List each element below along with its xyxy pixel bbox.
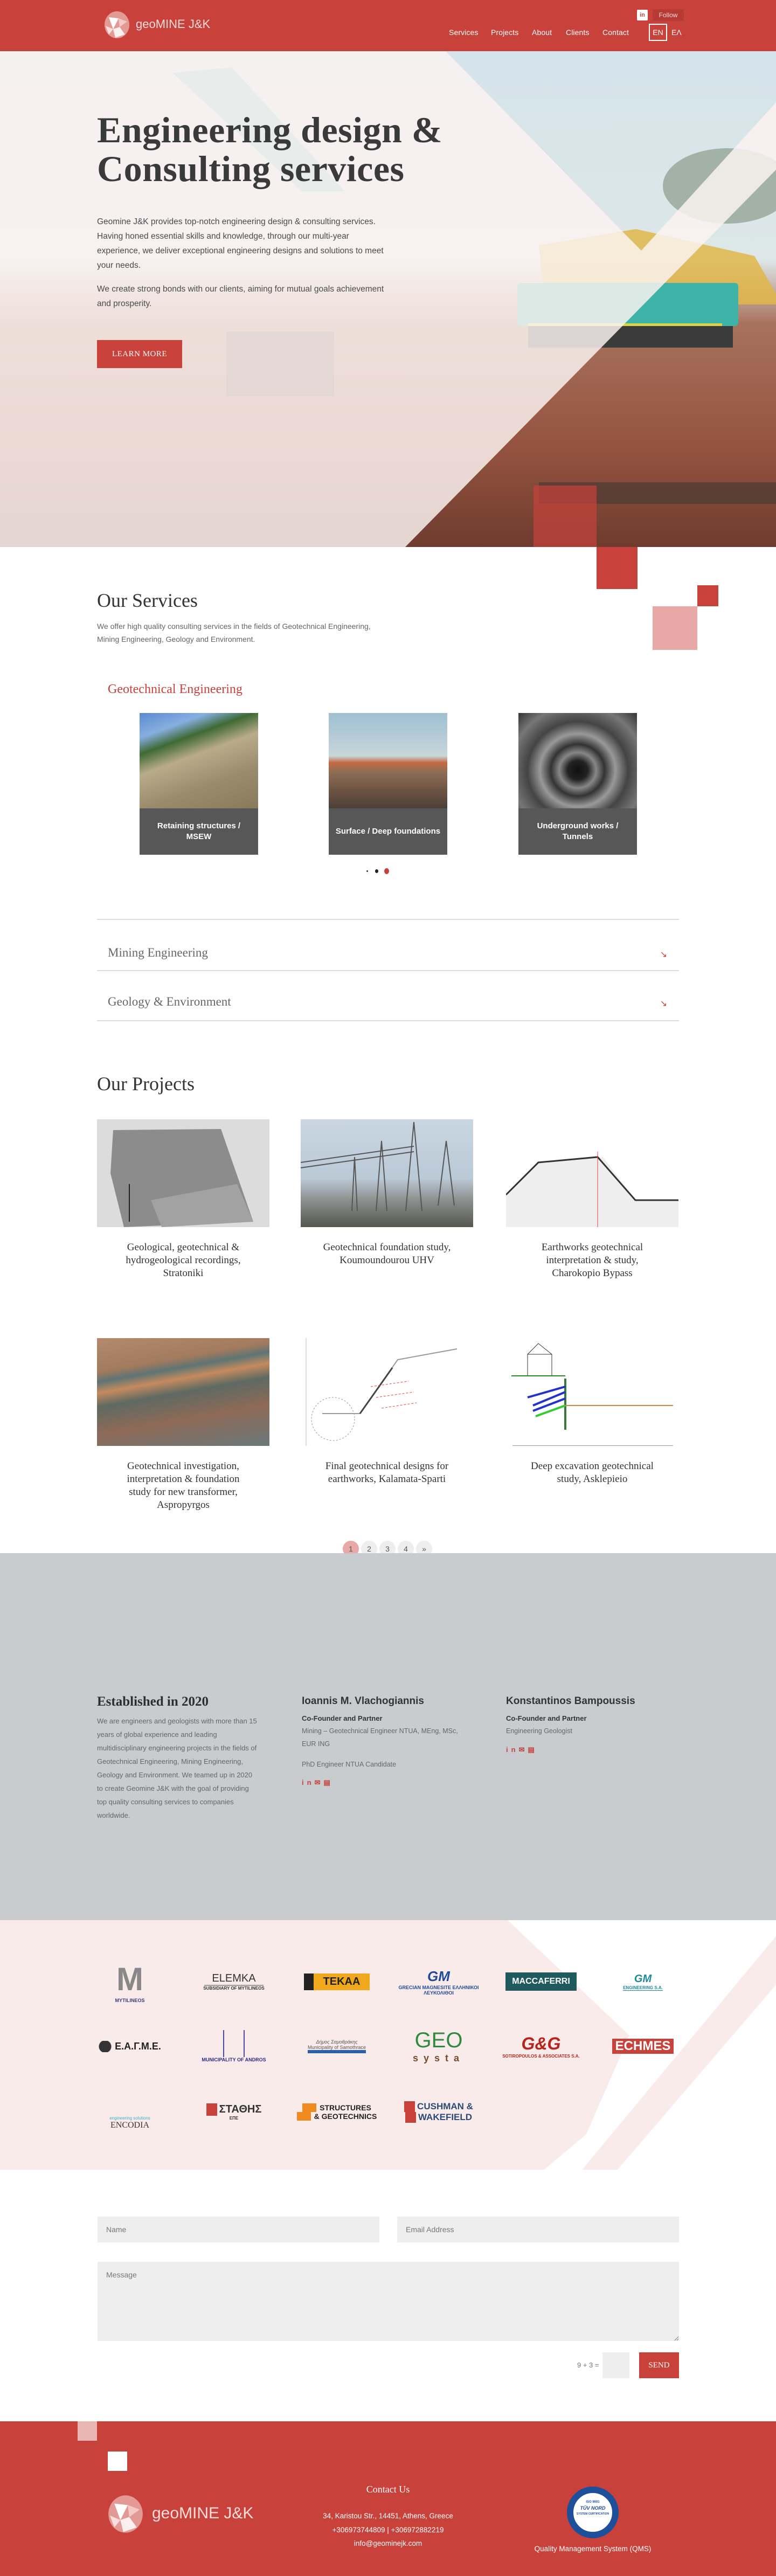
service-card-label: Retaining structures / MSEW	[140, 808, 258, 855]
cv-document-icon[interactable]: ▤	[323, 1778, 334, 1786]
captcha-input[interactable]	[602, 2352, 629, 2378]
drawing-image	[506, 1119, 678, 1227]
person-social	[506, 1746, 538, 1754]
client-logo-main: G&G	[521, 2034, 561, 2053]
accordion-mining[interactable]	[97, 920, 679, 971]
client-logo-main: CUSHMAN &	[404, 2101, 473, 2112]
captcha-label: 9 + 3 =	[577, 2361, 599, 2369]
service-card[interactable]	[140, 713, 258, 855]
client-logo	[597, 1957, 689, 2006]
client-logo	[188, 1957, 280, 2006]
project-image-kalamata[interactable]	[301, 1338, 473, 1446]
nav-services[interactable]: Services	[449, 28, 479, 37]
service-card[interactable]	[518, 713, 637, 855]
client-logo-main: ENCODIA	[110, 2120, 149, 2130]
client-logo	[495, 1957, 587, 2006]
client-logo	[84, 2088, 176, 2136]
client-logo-sub: systa	[412, 2053, 465, 2063]
carousel-dot-active[interactable]	[384, 868, 389, 874]
badge-top-text: ISO 9001	[586, 2501, 600, 2504]
foundations-image	[329, 713, 447, 808]
client-logo-main: Δήμος Σαμοθράκης	[316, 2039, 358, 2045]
client-logo	[597, 2022, 689, 2071]
arrow-down-right-icon: ↘	[660, 999, 667, 1008]
page-3-button[interactable]: 3	[379, 1541, 396, 1557]
client-logo-main: GEO	[414, 2028, 463, 2052]
person-credentials: Engineering Geologist	[506, 1727, 572, 1735]
linkedin-icon[interactable]: in	[637, 10, 648, 20]
towers-image	[301, 1119, 473, 1227]
service-card[interactable]	[329, 713, 447, 855]
client-logo-sub: SUBSIDIARY OF MYTILINEOS	[203, 1986, 265, 1991]
cv-document-icon[interactable]: ▤	[528, 1746, 538, 1754]
client-logo-main: TEKAA	[304, 1973, 370, 1990]
service-card-label: Underground works / Tunnels	[518, 808, 637, 855]
learn-more-button[interactable]: LEARN MORE	[97, 340, 182, 368]
project-caption[interactable]: Deep excavation geotechnical study, Asklepieio	[531, 1460, 654, 1485]
contact-address: 34, Karistou Str., 14451, Athens, Greece	[323, 2512, 453, 2520]
client-logo-main: ELEMKA	[204, 1972, 263, 1986]
page-2-button[interactable]: 2	[361, 1541, 377, 1557]
accordion-label: Geology & Environment	[108, 995, 231, 1008]
client-logo-main: ECHMES	[612, 2039, 674, 2054]
email-icon[interactable]: ✉	[518, 1746, 528, 1754]
client-logo-sub: Municipality of Samothrace	[308, 2045, 366, 2053]
logo-text: geoMINE J&K	[136, 17, 211, 31]
client-logo-sub: MUNICIPALITY OF ANDROS	[202, 2057, 266, 2062]
model-image	[97, 1119, 269, 1227]
client-logo	[84, 2022, 176, 2071]
next-page-button[interactable]: »	[416, 1541, 432, 1557]
person-role: Co-Founder and Partner	[302, 1714, 383, 1722]
client-logo	[393, 2022, 484, 2071]
project-caption[interactable]: Geological, geotechnical & hydrogeological recordings, Stratoniki	[126, 1242, 241, 1279]
decor-square	[653, 606, 697, 650]
service-category-geotechnical[interactable]: Geotechnical Engineering	[108, 682, 242, 696]
project-image-charokopio[interactable]	[506, 1119, 678, 1227]
project-caption[interactable]: Final geotechnical designs for earthworks, Kalamata-Sparti	[325, 1460, 449, 1485]
logo-mark-icon	[107, 2495, 144, 2533]
project-image-aspropyrgos[interactable]	[97, 1338, 269, 1446]
client-logo	[393, 1957, 484, 2006]
service-card-label: Surface / Deep foundations	[329, 808, 447, 855]
client-logo-sub: ENGINEERING S.A.	[623, 1985, 663, 1990]
page-4-button[interactable]: 4	[398, 1541, 414, 1557]
badge-bottom-text: SYSTEM CERTIFICATION	[576, 2512, 609, 2516]
project-image-asklepieio[interactable]	[506, 1338, 678, 1446]
decor-square	[78, 2421, 97, 2441]
client-logo-main: GM	[634, 1972, 652, 1985]
services-title: Our Services	[97, 590, 198, 611]
project-image-koumoundourou[interactable]	[301, 1119, 473, 1227]
client-logo-sub: engineering solutions	[109, 2115, 150, 2121]
client-logo-sub: SOTIROPOULOS & ASSOCIATES S.A.	[502, 2054, 580, 2059]
footer-logo-text: geoMINE J&K	[152, 2504, 254, 2522]
projects-title: Our Projects	[97, 1073, 195, 1095]
hero-title-line2: Consulting services	[97, 148, 405, 189]
logo-mark-icon	[103, 11, 130, 39]
email-icon[interactable]: ✉	[314, 1778, 324, 1786]
client-logo	[188, 2088, 280, 2136]
decor-square	[597, 547, 638, 589]
retaining-structures-image	[140, 713, 258, 808]
lang-en-button[interactable]: EN	[649, 24, 667, 41]
project-caption[interactable]: Geotechnical foundation study, Koumoundourou UHV	[323, 1242, 451, 1266]
tuv-certification-badge[interactable]	[567, 2487, 619, 2538]
about-text: We are engineers and geologists with more than 15 years of global experience and leading multidisciplinary engineering projects in the fields of Geotechnical Engineering, Mining Engineering, Geology and Environment. We teamed up in 2020 to create Geomine J&K with the goal of providing top quality consulting services to companies worldwide.	[97, 1717, 257, 1819]
client-logo-main: M	[116, 1961, 143, 1997]
hero-paragraph-1: Geomine J&K provides top-notch engineering design & consulting services. Having honed essential skills and knowledge, through our multi-year experience, we deliver exceptional engineering designs and solutions to meet your needs.	[97, 217, 384, 270]
about-section	[0, 1553, 776, 1920]
nav-clients[interactable]: Clients	[566, 28, 590, 37]
nav-about[interactable]: About	[532, 28, 552, 37]
client-logo	[495, 2022, 587, 2071]
drawing-image	[506, 1338, 678, 1446]
client-logo-main: ΣΤΑΘΗΣ	[206, 2103, 262, 2116]
client-logo	[291, 2088, 383, 2136]
client-logo-sub: WAKEFIELD	[405, 2112, 472, 2123]
carousel-dot[interactable]	[375, 869, 378, 873]
client-logo	[291, 2022, 383, 2071]
person-role: Co-Founder and Partner	[506, 1714, 587, 1722]
person-social	[302, 1778, 334, 1787]
contact-phones[interactable]: +306973744809 | +306972882219	[332, 2526, 444, 2534]
lang-el-button[interactable]: EΛ	[671, 28, 682, 37]
accordion-label: Mining Engineering	[108, 946, 208, 959]
name-input[interactable]	[98, 2217, 379, 2242]
decor-square	[108, 2452, 127, 2471]
client-logo-sub: GRECIAN MAGNESITE ΕΛΛΗΝΙΚΟΙ ΛΕΥΚΟΛΙΘΟΙ	[398, 1984, 479, 1996]
client-logo-main: Ε.Α.Γ.Μ.Ε.	[99, 2041, 161, 2052]
follow-button[interactable]: Follow	[653, 9, 684, 21]
site-header	[0, 0, 776, 51]
carousel-dot[interactable]	[366, 870, 368, 872]
client-logo-sub: MYTILINEOS	[115, 1997, 145, 2003]
person-name: Ioannis M. Vlachogiannis	[302, 1695, 424, 1707]
nav-contact[interactable]: Contact	[602, 28, 629, 37]
hero-title-line1: Engineering design &	[97, 109, 442, 150]
client-logo-main	[223, 2030, 245, 2057]
client-logo-main: STRUCTURES	[302, 2103, 371, 2112]
decor-square	[697, 585, 718, 606]
badge-mid-text: TÜV NORD	[580, 2505, 606, 2511]
person-name: Konstantinos Bampoussis	[506, 1695, 635, 1707]
page-1-button[interactable]: 1	[343, 1541, 359, 1557]
about-title: Established in 2020	[97, 1694, 209, 1709]
client-logo	[291, 1957, 383, 2006]
logo[interactable]	[103, 11, 222, 39]
hero-paragraph-2: We create strong bonds with our clients, aiming for mutual goals achievement and prosperity.	[97, 285, 384, 308]
hero-title	[97, 110, 582, 188]
person-credentials: Mining – Geotechnical Engineer NTUA, MEng, MSc, EUR ING	[302, 1727, 458, 1748]
accordion-geology[interactable]	[97, 971, 679, 1021]
carousel-dots	[366, 868, 399, 875]
arrow-down-right-icon: ↘	[660, 950, 667, 959]
project-image-stratoniki[interactable]	[97, 1119, 269, 1227]
footer-logo[interactable]	[107, 2495, 268, 2536]
decor-square	[534, 486, 597, 547]
project-caption[interactable]: Earthworks geotechnical interpretation & study, Charokopio Bypass	[541, 1242, 643, 1279]
client-logo-sub: & GEOTECHNICS	[297, 2112, 377, 2121]
send-button[interactable]: SEND	[639, 2352, 679, 2378]
client-logo-sub: ΕΠΕ	[229, 2116, 239, 2121]
contact-title: Contact Us	[366, 2484, 410, 2495]
drawing-image	[301, 1338, 473, 1446]
nav-projects[interactable]: Projects	[491, 28, 519, 37]
client-logo	[188, 2022, 280, 2071]
client-logo	[393, 2088, 484, 2136]
services-subtitle: We offer high quality consulting services in the fields of Geotechnical Engineering, Mining Engineering, Geology and Environment.	[97, 622, 371, 643]
hero-section	[0, 51, 776, 547]
site-footer	[0, 2421, 776, 2576]
project-caption[interactable]: Geotechnical investigation, interpretation & foundation study for new transformer, Aspropyrgos	[127, 1460, 240, 1511]
clients-section	[0, 1920, 776, 2170]
message-textarea[interactable]	[98, 2262, 679, 2341]
client-logo-main: MACCAFERRI	[505, 1972, 577, 1991]
contact-email[interactable]: info@geominejk.com	[354, 2539, 422, 2547]
person-credentials-2: PhD Engineer NTUA Candidate	[302, 1761, 397, 1768]
linkedin-icon[interactable]: in	[506, 1746, 519, 1754]
cert-caption: Quality Management System (QMS)	[534, 2545, 652, 2553]
email-input[interactable]	[397, 2217, 679, 2242]
linkedin-icon[interactable]: in	[302, 1778, 315, 1786]
client-logo	[84, 1957, 176, 2006]
tunnels-image	[518, 713, 637, 808]
client-logo-main: GM	[427, 1968, 450, 1984]
